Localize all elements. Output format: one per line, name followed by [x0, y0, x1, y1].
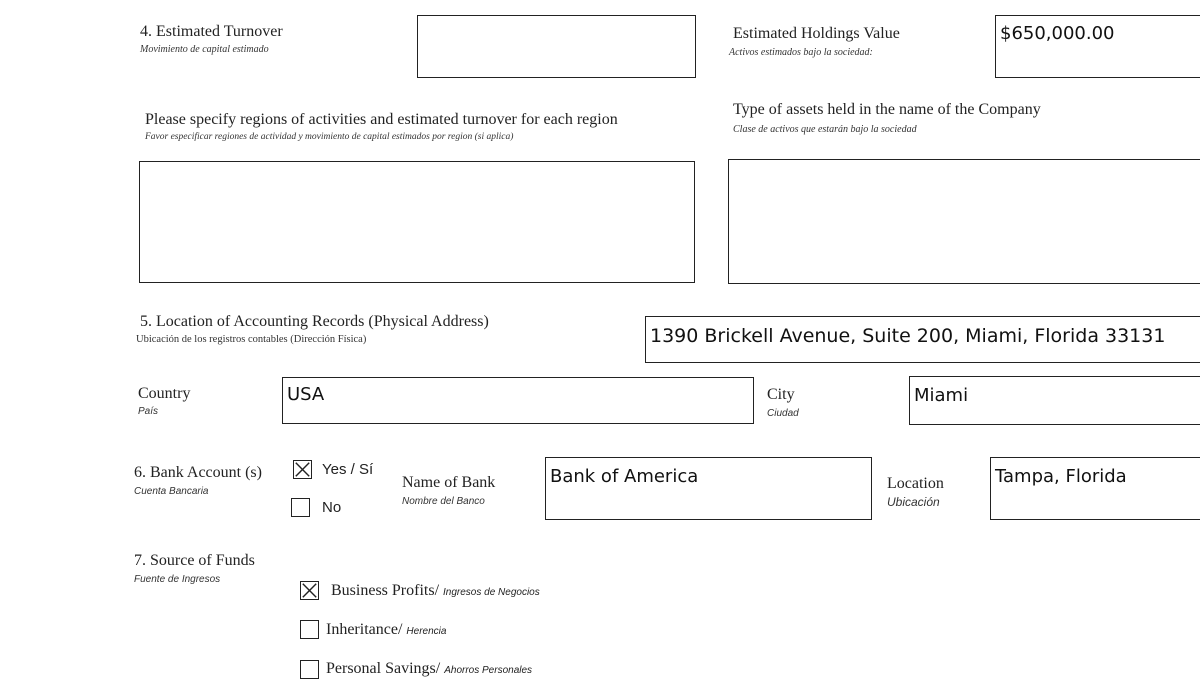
country-field[interactable] [282, 377, 754, 424]
bank-location-label: Location [887, 475, 944, 492]
bank-name-sublabel: Nombre del Banco [402, 496, 485, 507]
accounting-address-value: 1390 Brickell Avenue, Suite 200, Miami, Florida 33131 [650, 325, 1166, 347]
source-personal-savings-checkbox[interactable] [300, 660, 319, 679]
source-personal-savings-sublabel: Ahorros Personales [444, 665, 533, 676]
country-label: Country [138, 385, 191, 402]
source-inheritance-sublabel: Herencia [406, 626, 447, 637]
regions-sublabel: Favor especificar regiones de actividad y movimiento de capital estimados por region (si aplica) [145, 132, 514, 142]
source-of-funds-label: 7. Source of Funds [134, 552, 255, 569]
source-inheritance-checkbox[interactable] [300, 620, 319, 639]
source-inheritance-option [326, 621, 446, 639]
bank-account-no-checkbox[interactable] [291, 498, 310, 517]
bank-name-field[interactable] [545, 457, 872, 520]
bank-account-label: 6. Bank Account (s) [134, 464, 262, 481]
estimated-turnover-field[interactable] [417, 15, 696, 78]
checkmark-x-icon [294, 461, 311, 478]
assets-sublabel: Clase de activos que estarán bajo la sociedad [733, 124, 917, 135]
regions-field[interactable] [139, 161, 695, 283]
holdings-value-text: $650,000.00 [1000, 23, 1115, 44]
holdings-value-field[interactable] [995, 15, 1200, 78]
bank-account-no-label: No [322, 499, 342, 516]
accounting-records-label: 5. Location of Accounting Records (Physical Address) [140, 313, 489, 330]
checkmark-x-icon [301, 582, 318, 599]
holdings-value-sublabel: Activos estimados bajo la sociedad: [729, 47, 873, 58]
bank-name-label: Name of Bank [402, 474, 496, 491]
bank-name-value: Bank of America [550, 466, 699, 487]
source-business-profits-label: Business Profits/ [331, 582, 440, 599]
city-sublabel: Ciudad [767, 408, 799, 419]
source-inheritance-label: Inheritance/ [326, 621, 403, 638]
holdings-value-label: Estimated Holdings Value [733, 25, 900, 42]
estimated-turnover-label: 4. Estimated Turnover [140, 23, 283, 40]
bank-account-yes-label: Yes / Sí [322, 461, 374, 478]
bank-account-sublabel: Cuenta Bancaria [134, 486, 209, 497]
source-personal-savings-label: Personal Savings/ [326, 660, 441, 677]
bank-account-yes-checkbox[interactable] [293, 460, 312, 479]
accounting-address-field[interactable] [645, 316, 1200, 363]
bank-location-field[interactable] [990, 457, 1200, 520]
regions-label: Please specify regions of activities and estimated turnover for each region [145, 111, 618, 128]
estimated-turnover-sublabel: Movimiento de capital estimado [140, 44, 269, 55]
assets-label: Type of assets held in the name of the Company [733, 101, 1041, 118]
bank-location-sublabel: Ubicación [887, 495, 940, 509]
country-sublabel: País [138, 406, 159, 417]
source-of-funds-sublabel: Fuente de Ingresos [134, 574, 221, 585]
bank-location-value: Tampa, Florida [995, 466, 1127, 487]
assets-field[interactable] [728, 159, 1200, 284]
source-business-profits-option [331, 582, 540, 600]
source-business-profits-sublabel: Ingresos de Negocios [443, 587, 540, 598]
city-label: City [767, 386, 795, 403]
city-value: Miami [914, 385, 969, 406]
country-value: USA [287, 384, 325, 405]
city-field[interactable] [909, 376, 1200, 425]
source-personal-savings-option [326, 660, 532, 678]
source-business-profits-checkbox[interactable] [300, 581, 319, 600]
accounting-records-sublabel: Ubicación de los registros contables (Dirección Física) [136, 334, 367, 345]
